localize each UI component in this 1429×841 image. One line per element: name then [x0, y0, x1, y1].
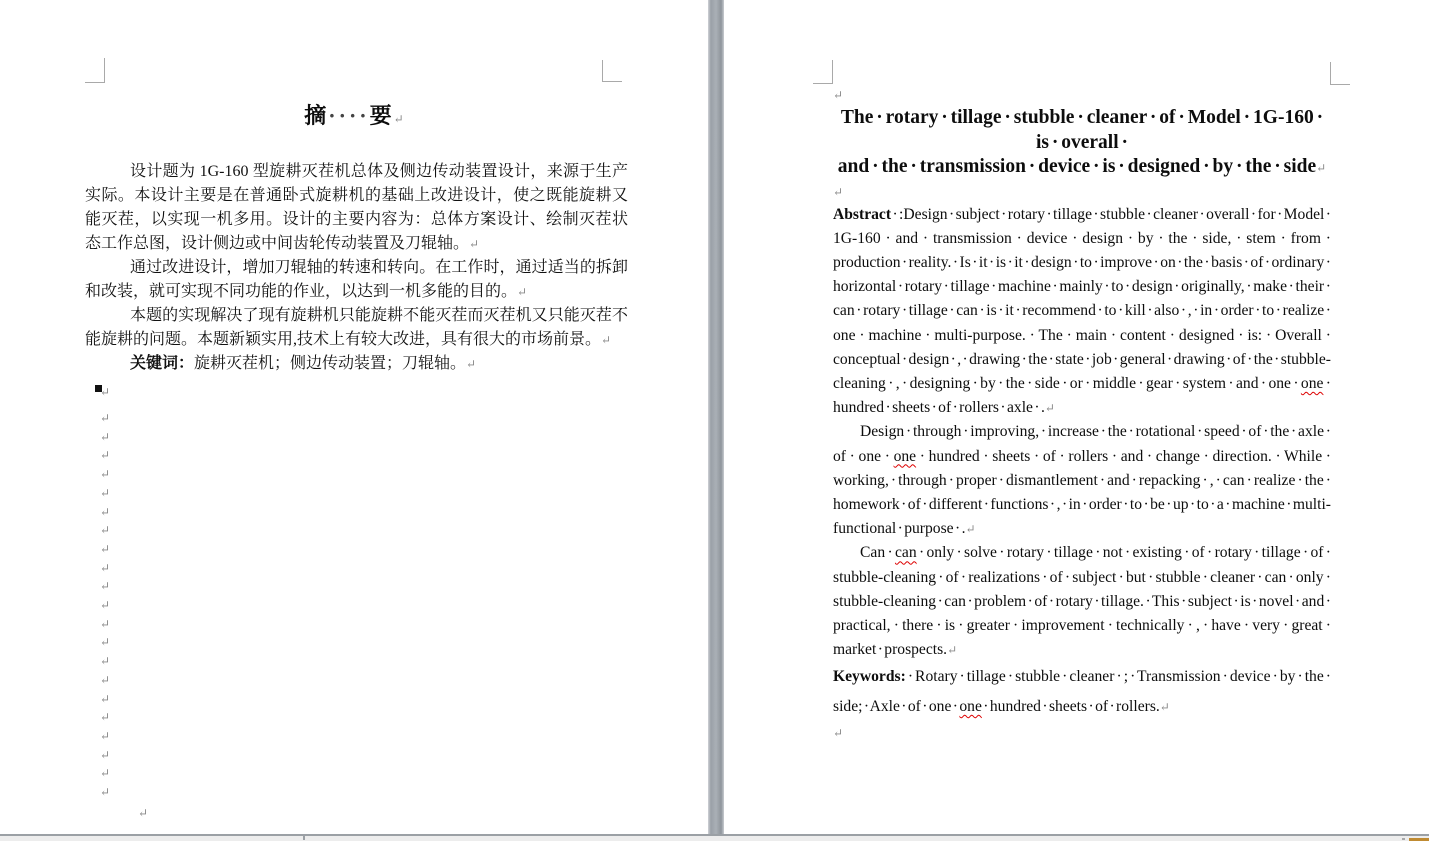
text-boundary-corner-top-left [85, 58, 105, 83]
paragraph-mark: ↵ [947, 643, 958, 658]
text-run: Abstract [833, 205, 892, 223]
paragraph-mark: ↵ [100, 523, 111, 538]
text-run: · only · solve · rotary · tillage · not · existing · of · rotary · tillage · of · stubble-cleaning · of · realizations · of · subject · but · stubble · cleaner · can · only · stubble-cleaning · can · problem · of · rotary · tillage. · This · subject · is · novel · and · practical, · there · is · greater · improvement · technically · , · have · very · great · market · prospects. [833, 544, 1331, 659]
paragraph-mark: ↵ [393, 112, 406, 126]
paragraph-mark: ↵ [100, 541, 111, 556]
paragraph-mark: ↵ [517, 285, 528, 299]
paragraph-mark: ↵ [100, 385, 111, 399]
paragraph-mark: ↵ [833, 184, 844, 199]
text-run: Keywords: [833, 668, 906, 686]
text-run: 要 [369, 103, 394, 128]
text-run: one [1300, 374, 1324, 392]
abstract-paragraph[interactable] [833, 203, 1331, 421]
page-gap-divider [708, 0, 724, 836]
paragraph-mark: ↵ [833, 88, 844, 102]
title-line[interactable] [833, 155, 1331, 181]
text-boundary-corner-top-left [813, 60, 833, 84]
paragraph[interactable] [833, 420, 1331, 541]
paragraph-mark: ↵ [100, 672, 111, 687]
paragraph[interactable] [85, 256, 628, 304]
text-run: one [959, 697, 982, 715]
paragraph-mark: ↵ [100, 467, 111, 482]
paragraph-mark: ↵ [1316, 161, 1327, 175]
text-run: 通过改进设计，增加刀辊轴的转速和转向。在工作时，通过适当的拆卸和改装，就可实现不同功能的作业，以达到一机多能的目的。 [85, 259, 628, 300]
keywords-paragraph-en[interactable] [833, 662, 1331, 722]
paragraph-mark: ↵ [138, 806, 149, 820]
text-run: 摘 [304, 103, 329, 128]
paragraph-mark: ↵ [965, 522, 976, 537]
text-run: ···· [328, 103, 370, 128]
paragraph-mark: ↵ [100, 616, 111, 631]
text-run: · hundred · sheets · of · rollers · axle · . [833, 374, 1331, 417]
paragraph-mark: ↵ [833, 726, 844, 741]
text-run: 本题的实现解决了现有旋耕机只能旋耕不能灭茬而灭茬机又只能灭茬不能旋耕的问题。本题新颖实用,技术上有较大改进，具有很大的市场前景。 [85, 307, 628, 348]
scrollbar-dot [1402, 838, 1405, 840]
paragraph-mark: ↵ [100, 429, 111, 444]
paragraph-mark: ↵ [100, 654, 111, 669]
paragraph-mark: ↵ [100, 728, 111, 743]
text-run: Can · [860, 544, 895, 562]
paragraph-mark: ↵ [100, 691, 111, 706]
text-run: · hundred · sheets · of · rollers. [981, 697, 1160, 715]
paragraph-mark: ↵ [100, 747, 111, 762]
paragraph-mark: ↵ [100, 485, 111, 500]
paragraph-mark: ↵ [1044, 401, 1055, 416]
abstract-body-cn[interactable] [85, 160, 628, 376]
text-run: 关键词： [130, 355, 195, 372]
paragraph-mark: ↵ [1159, 699, 1170, 714]
text-run: · :Design · subject · rotary · tillage · stubble · cleaner · overall · for · Model · 1G-160 · and · transmission · device · design · by · the · side, · stem · from · production · reality. · Is · it · is · it · design · to · improve · on · the · basis · of · ordinary · horizontal · rotary · tillage · machine · mainly · to · design · originally, · make · their · can · rotary · tillage · can · is · it · recommend · to · kill · also · , · in · order · to · realize · one · machine · multi-purpose. · The · main · content · designed · is: · Overall · conceptual · design · , · drawing · the · state · job · general · drawing · of · the · stubble-cleaning · , · designing · by · the · side · or · middle · gear · system · and · one · [833, 205, 1331, 392]
paragraph-mark: ↵ [100, 766, 111, 781]
text-run: and · the · transmission · device · is · designed · by · the · side [837, 156, 1317, 177]
paragraph-mark: ↵ [100, 504, 111, 519]
title-line[interactable] [833, 106, 1331, 155]
text-boundary-corner-top-right [1330, 62, 1350, 85]
page-bottom-edge [0, 834, 1429, 841]
paragraph-mark: ↵ [466, 357, 477, 371]
document-page-right[interactable] [724, 0, 1429, 836]
text-run: 设计题为 1G-160 型旋耕灭茬机总体及侧边传动装置设计，来源于生产实际。本设计主要是在普通卧式旋耕机的基础上改进设计，使之既能旋耕又能灭茬，以实现一机多用。设计的主要内容为：总体方案设计、绘制灭茬状态工作总图，设计侧边或中间齿轮传动装置及刀辊轴。 [85, 163, 628, 252]
paragraph[interactable] [833, 541, 1331, 662]
paragraph-mark-line [833, 181, 1331, 203]
paragraph-mark: ↵ [601, 333, 612, 347]
paragraph-mark: ↵ [100, 411, 111, 425]
paragraph-mark: ↵ [469, 237, 480, 251]
abstract-title-en[interactable] [833, 106, 1331, 181]
paragraph-mark-line [833, 84, 1331, 106]
paragraph-mark-line [833, 722, 1331, 744]
paragraph-mark: ↵ [100, 579, 111, 594]
paragraph-mark: ↵ [100, 560, 111, 575]
abstract-title-cn[interactable] [85, 102, 625, 133]
text-run: The · rotary · tillage · stubble · cleaner · of · Model · 1G-160 · is · overall · [840, 107, 1324, 153]
text-run: can [894, 544, 917, 562]
text-run: Design · through · improving, · increase · the · rotational · speed · of · the · axle · of · one · [833, 423, 1331, 465]
paragraph-mark: ↵ [100, 448, 111, 463]
text-run: · hundred · sheets · of · rollers · and · change · direction. · While · working, · through · proper · dismantlement · and · repacking · , · can · realize · the · homework · of · different · functions · , · in · order · to · be · up · to · a · machine · multi-functional · purpose · . [833, 447, 1331, 538]
paragraph-mark: ↵ [100, 785, 111, 799]
text-run: · Rotary · tillage · stubble · cleaner · ; · Transmission · device · by · the · side; · Axle · of · one · [833, 668, 1331, 715]
paragraph[interactable] [85, 160, 628, 256]
keywords-paragraph-cn[interactable] [85, 352, 628, 376]
text-run: one [893, 447, 917, 465]
page-center-tick [303, 836, 305, 840]
paragraph[interactable] [85, 304, 628, 352]
abstract-content-en[interactable] [833, 84, 1331, 744]
paragraph-mark: ↵ [100, 635, 111, 650]
document-page-left[interactable] [0, 0, 708, 836]
paragraph-mark: ↵ [100, 598, 111, 612]
paragraph-mark: ↵ [100, 710, 111, 725]
text-run: 旋耕灭茬机；侧边传动装置；刀辊轴。 [194, 355, 467, 372]
text-boundary-corner-top-right [602, 60, 622, 82]
